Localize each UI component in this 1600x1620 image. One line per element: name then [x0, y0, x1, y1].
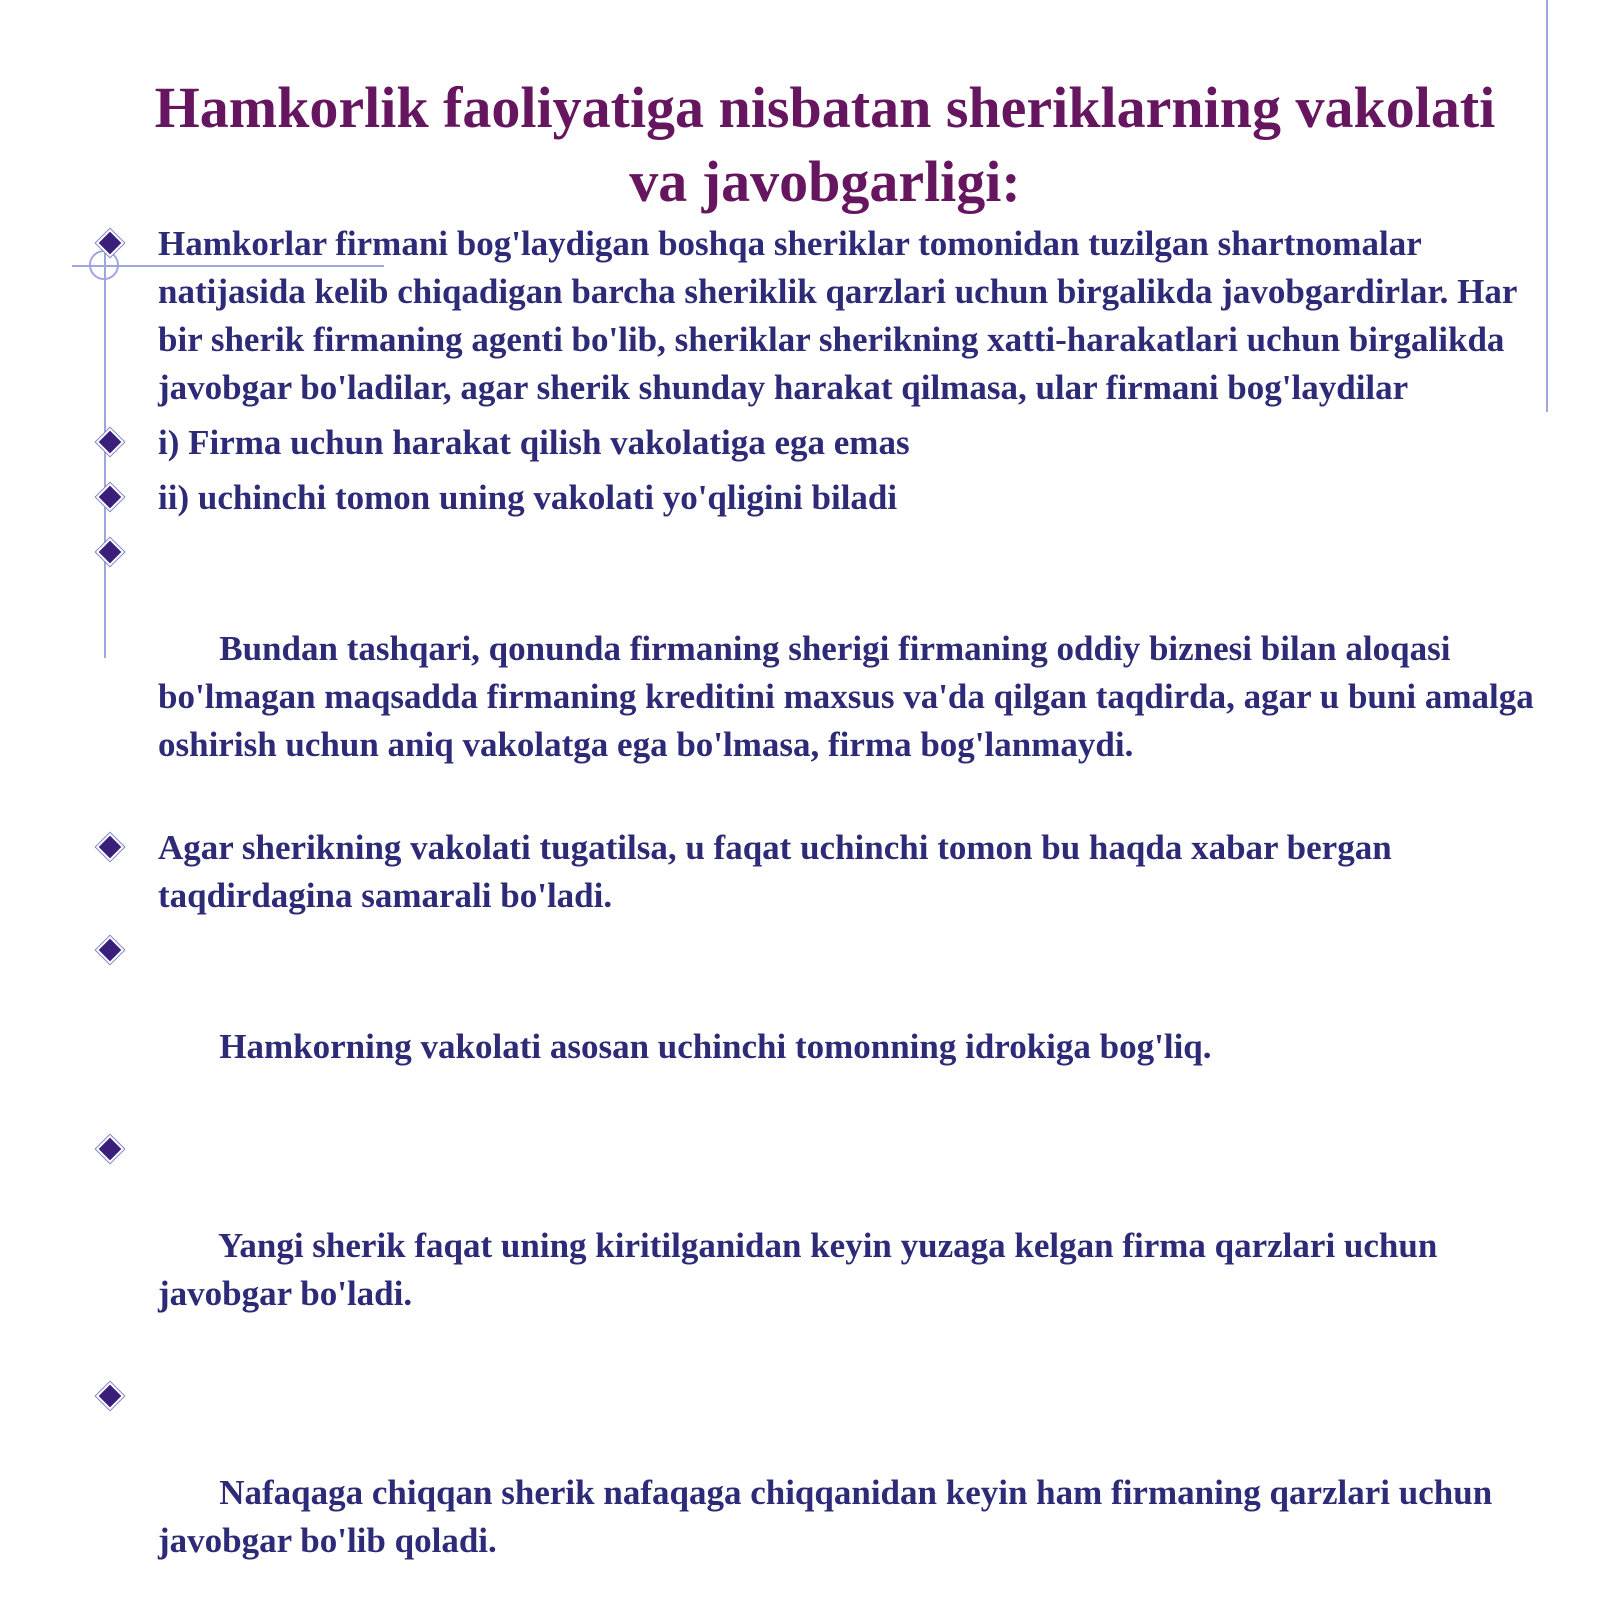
diamond-bullet-icon	[99, 1385, 122, 1408]
bullet-item	[96, 529, 1543, 817]
diamond-bullet-icon	[99, 836, 122, 859]
bullet-item	[96, 927, 1536, 1119]
bullet-text: Nafaqaga chiqqan sherik nafaqaga chiqqanidan keyin ham firmaning qarzlari uchun javobgar bo'lib qoladi.	[158, 1473, 1501, 1560]
bullet-list	[96, 220, 1543, 1620]
bullet-item	[96, 824, 1536, 920]
bullet-item	[96, 419, 1536, 467]
diamond-bullet-icon	[99, 431, 122, 454]
bullet-text: Bundan tashqari, qonunda firmaning sherigi firmaning oddiy biznesi bilan aloqasi bo'lmagan maqsadda firmaning kreditini maxsus va'da qilgan taqdirda, agar u buni amalga oshirish uchun aniq vakolatga ega bo'lmasa, firma bog'lanmaydi.	[158, 629, 1543, 764]
diamond-bullet-icon	[99, 486, 122, 509]
diamond-bullet-icon	[99, 1138, 122, 1161]
diamond-bullet-icon	[99, 232, 122, 255]
bullet-item	[96, 1126, 1536, 1366]
slide-title-line-2: va javobgarligi:	[629, 148, 1021, 214]
bullet-item	[96, 474, 1536, 522]
bullet-text: Yangi sherik faqat uning kiritilganidan keyin yuzaga kelgan firma qarzlari uchun javobgar bo'ladi.	[158, 1226, 1447, 1313]
bullet-item	[96, 1373, 1536, 1613]
bullet-text: Hamkorlar firmani bog'laydigan boshqa sheriklar tomonidan tuzilgan shartnomalar natijasida kelib chiqadigan barcha sheriklik qarzlari uchun birgalikda javobgardirlar. Har bir sherik firmaning agenti bo'lib, sheriklar sherikning xatti-harakatlari uchun birgalikda javobgar bo'ladilar, agar sherik shunday harakat qilmasa, ular firmani bog'laydilar	[158, 224, 1517, 407]
diamond-bullet-icon	[99, 541, 122, 564]
bullet-text: Agar sherikning vakolati tugatilsa, u faqat uchinchi tomon bu haqda xabar bergan taqdirdagina samarali bo'ladi.	[158, 828, 1392, 915]
diamond-bullet-icon	[99, 939, 122, 962]
bullet-text: i) Firma uchun harakat qilish vakolatiga ega emas	[158, 423, 910, 462]
slide-title-line-1: Hamkorlik faoliyatiga nisbatan sheriklarning vakolati	[154, 74, 1496, 140]
bullet-text: ii) uchinchi tomon uning vakolati yo'qligini biladi	[158, 478, 898, 517]
slide-title	[90, 71, 1560, 219]
bullet-item	[96, 220, 1536, 412]
bullet-text: Hamkorning vakolati asosan uchinchi tomonning idrokiga bog'liq.	[210, 1027, 1212, 1066]
